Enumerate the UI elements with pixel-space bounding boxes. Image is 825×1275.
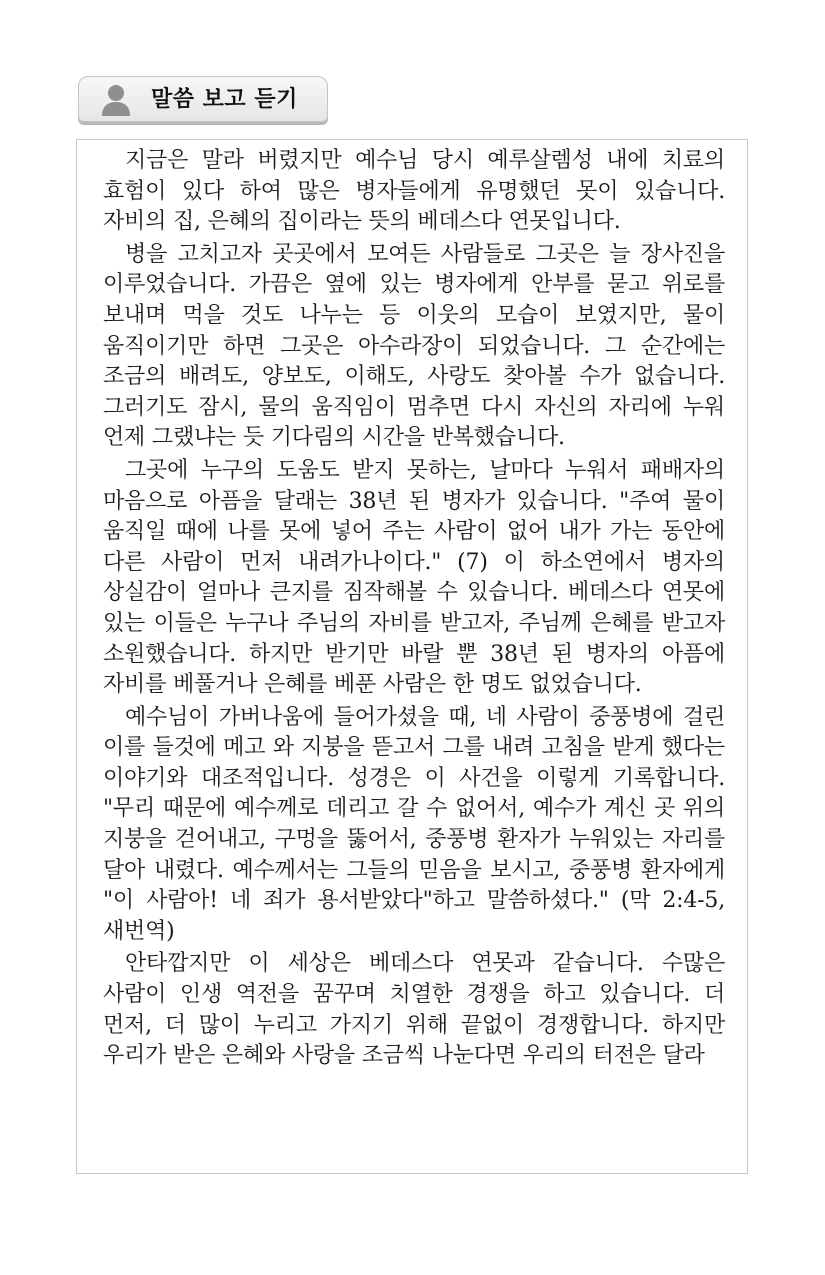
paragraph-1: 지금은 말라 버렸지만 예수님 당시 예루살렘성 내에 치료의 효험이 있다 하여 많은 병자들에게 유명했던 못이 있습니다. 자비의 집, 은혜의 집이라는 뜻의 베데스다 연못입니다.	[103, 148, 725, 235]
paragraph-3: 그곳에 누구의 도움도 받지 못하는, 날마다 누워서 패배자의 마음으로 아픔을 달래는 38년 된 병자가 있습니다. "주여 물이 움직일 때에 나를 못에 넣어 주는 사람이 없어 내가 가는 동안에 다른 사람이 먼저 내려가나이다." (7) 이 하소연에서 병자의 상실감이 얼마나 큰지를 짐작해볼 수 있습니다. 베데스다 연못에 있는 이들은 누구나 주님의 자비를 받고자, 주님께 은혜를 받고자 소원했습니다. 하지만 받기만 바랄 뿐 38년 된 병자의 아픔에 자비를 베풀거나 은혜를 베푼 사람은 한 명도 없었습니다.	[103, 457, 725, 698]
sermon-text-box	[76, 139, 748, 1174]
section-title: 말씀 보고 듣기	[151, 87, 298, 112]
section-header-tab	[78, 76, 328, 122]
paragraph-2: 병을 고치고자 곳곳에서 모여든 사람들로 그곳은 늘 장사진을 이루었습니다. 가끔은 옆에 있는 병자에게 안부를 묻고 위로를 보내며 먹을 것도 나누는 등 이웃의 모습이 보였지만, 물이 움직이기만 하면 그곳은 아수라장이 되었습니다. 그 순간에는 조금의 배려도, 양보도, 이해도, 사랑도 찾아볼 수가 없습니다. 그러기도 잠시, 물의 움직임이 멈추면 다시 자신의 자리에 누워 언제 그랬냐는 듯 기다림의 시간을 반복했습니다.	[103, 241, 725, 451]
paragraph-5: 안타깝지만 이 세상은 베데스다 연못과 같습니다. 수많은 사람이 인생 역전을 꿈꾸며 치열한 경쟁을 하고 있습니다. 더 먼저, 더 많이 누리고 가지기 위해 끝없이 경쟁합니다. 하지만 우리가 받은 은혜와 사랑을 조금씩 나눈다면 우리의 터전은 달라	[103, 951, 725, 1069]
paragraph-4: 예수님이 가버나움에 들어가셨을 때, 네 사람이 중풍병에 걸린 이를 들것에 메고 와 지붕을 뜯고서 그를 내려 고침을 받게 했다는 이야기와 대조적입니다. 성경은 이 사건을 이렇게 기록합니다. "무리 때문에 예수께로 데리고 갈 수 없어서, 예수가 계신 곳 위의 지붕을 걷어내고, 구멍을 뚫어서, 중풍병 환자가 누워있는 자리를 달아 내렸다. 예수께서는 그들의 믿음을 보시고, 중풍병 환자에게 "이 사람아! 네 죄가 용서받았다"하고 말씀하셨다." (막 2:4-5, 새번역)	[103, 704, 725, 944]
person-icon	[101, 83, 131, 117]
